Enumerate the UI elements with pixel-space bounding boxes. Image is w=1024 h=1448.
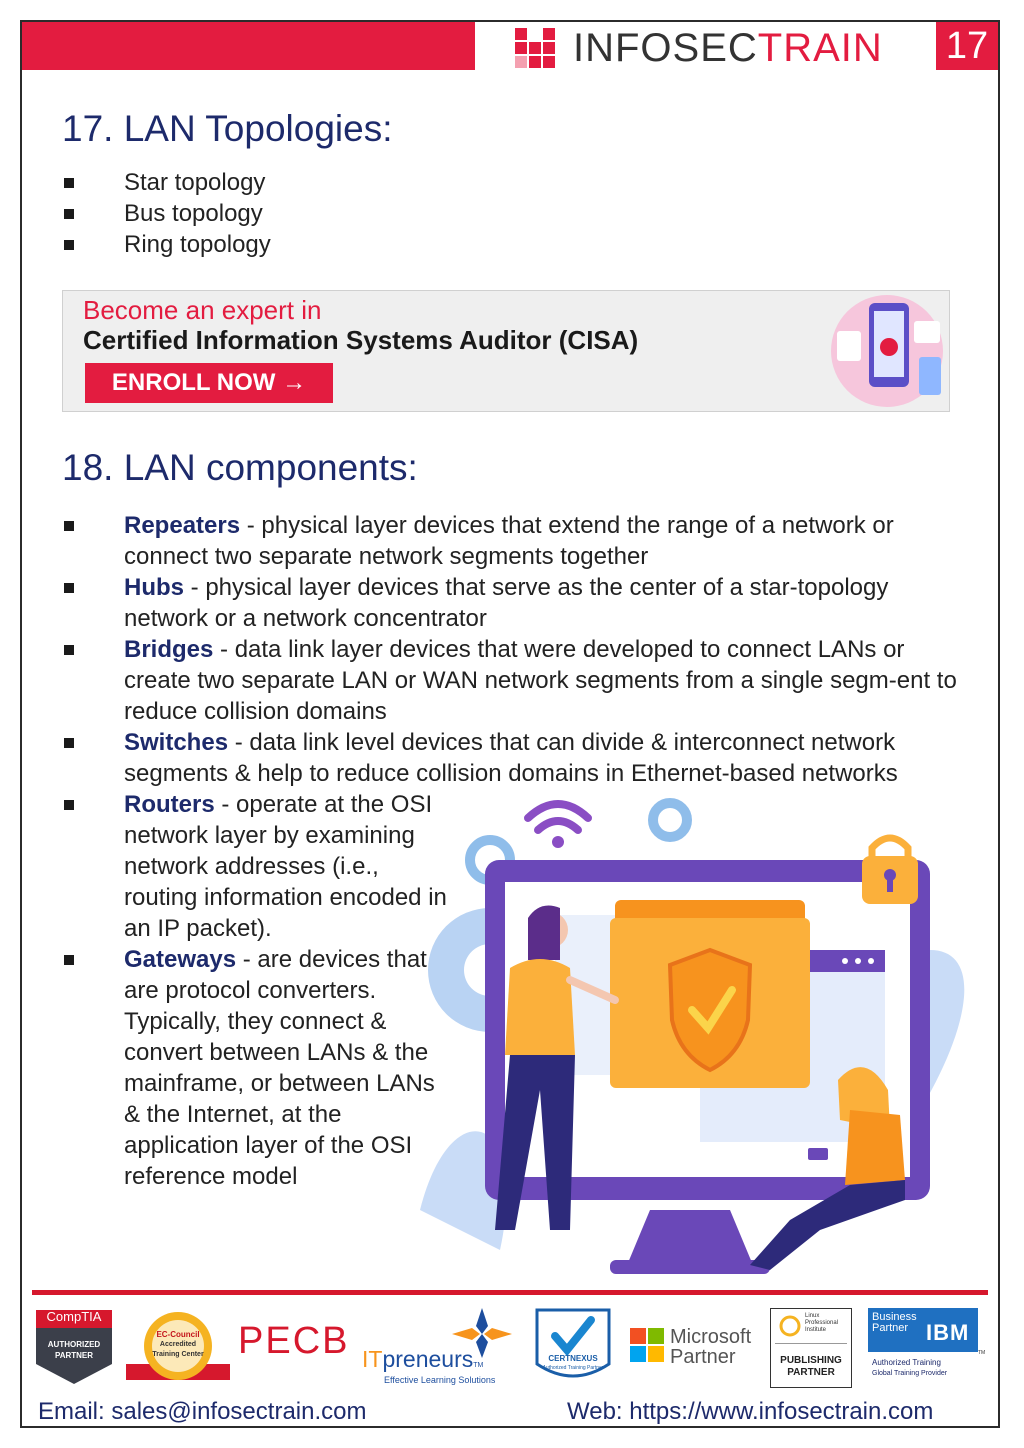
footer-divider [32, 1290, 988, 1295]
certnexus-partner-logo: CERTNEXUS Authorized Training Partner [533, 1306, 613, 1388]
bullet-square-icon [64, 178, 74, 188]
brand-logo [515, 25, 883, 70]
bullet-square-icon [64, 240, 74, 250]
section-18-heading: 18. LAN components: [62, 447, 418, 488]
list-item: Hubs - physical layer devices that serve as the center of a star-topology network or a network concentrator [62, 572, 962, 634]
footer-website-link[interactable]: Web: https://www.infosectrain.com [567, 1398, 934, 1425]
eccouncil-partner-logo: EC-Council Accredited Training Center [124, 1310, 232, 1388]
bullet-square-icon [64, 738, 74, 748]
list-item: Routers - operate at the OSI network layer by examining network addresses (i.e., routing information encoded in an IP packet). [62, 789, 447, 944]
lan-components-list-continued [62, 789, 447, 1192]
bullet-square-icon [64, 955, 74, 965]
list-item: Gateways - are devices that are protocol converters. Typically, they connect & convert between LANs & the mainframe, or between LANs & the Internet, at the application layer of the OSI reference model [62, 944, 447, 1192]
list-item: Ring topology [62, 229, 942, 260]
lpi-icon [779, 1315, 801, 1337]
list-item: Repeaters - physical layer devices that extend the range of a network or connect two separate network segments together [62, 510, 962, 572]
list-item: Star topology [62, 167, 942, 198]
topology-list [62, 167, 942, 260]
phone-icon [808, 1148, 828, 1160]
comptia-partner-logo: CompTIA AUTHORIZED PARTNER [34, 1308, 114, 1386]
bullet-square-icon [64, 583, 74, 593]
mobile-security-illustration-icon [819, 291, 949, 412]
microsoft-squares-icon [630, 1328, 664, 1362]
microsoft-partner-logo: Microsoft Partner [630, 1326, 760, 1366]
list-item: Bridges - data link layer devices that were developed to connect LANs or create two separate LAN or WAN network segments from a single segm-ent to reduce collision domains [62, 634, 962, 727]
list-item: Switches - data link level devices that can divide & interconnect network segments & help to reduce collision domains in Ethernet-based networks [62, 727, 962, 789]
footer-email[interactable]: Email: sales@infosectrain.com [38, 1398, 367, 1425]
section-17-heading: 17. LAN Topologies: [62, 108, 393, 149]
lan-components-list [62, 510, 962, 789]
network-security-illustration [410, 790, 970, 1280]
pecb-partner-logo: PECB [238, 1320, 350, 1362]
brand-logo-icon [515, 28, 555, 68]
bullet-square-icon [64, 800, 74, 810]
header-red-bar [22, 22, 475, 70]
banner-course-title: Certified Information Systems Auditor (CISA) [83, 325, 639, 355]
page-number: 17 [936, 22, 998, 70]
wifi-icon [528, 804, 588, 830]
itpreneurs-partner-logo: ITpreneursTM Effective Learning Solutions [362, 1308, 518, 1388]
bullet-square-icon [64, 521, 74, 531]
person-figure [845, 1110, 905, 1185]
bullet-square-icon [64, 209, 74, 219]
ibm-partner-logo: Business Partner IBM TM Authorized Training Global Training Provider [868, 1308, 986, 1390]
enroll-now-button[interactable]: ENROLL NOW → [85, 363, 333, 403]
banner-tagline: Become an expert in [83, 295, 322, 325]
brand-name: INFOSECTRAIN [573, 25, 883, 70]
bullet-square-icon [64, 645, 74, 655]
cisa-promo-banner[interactable] [62, 290, 950, 412]
lpi-partner-logo: Linux Professional Institute PUBLISHING PARTNER [770, 1308, 852, 1388]
list-item: Bus topology [62, 198, 942, 229]
person-figure [505, 959, 575, 1055]
